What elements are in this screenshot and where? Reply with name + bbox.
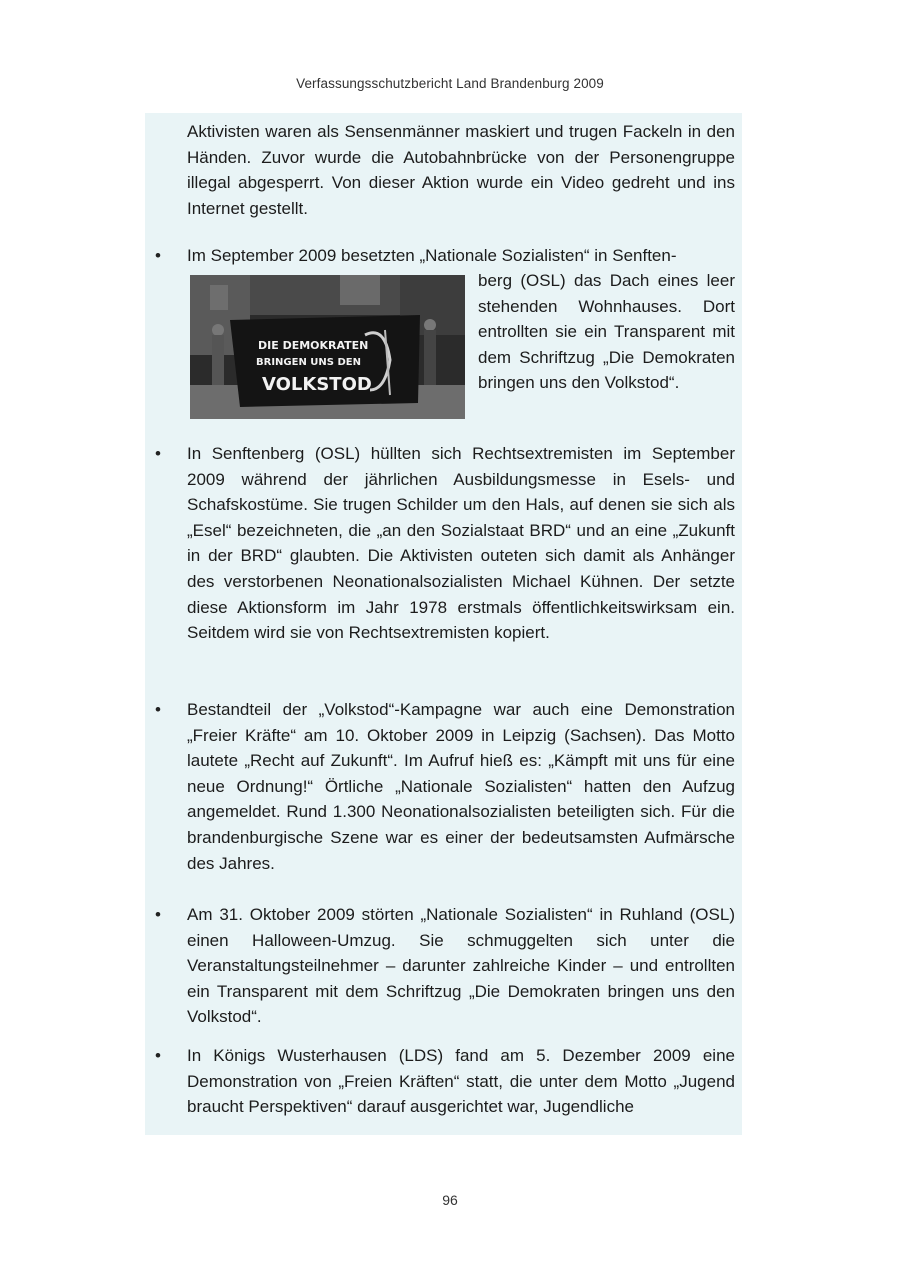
- protest-photo-illustration: [190, 275, 465, 419]
- bullet-marker: •: [155, 1046, 161, 1065]
- protest-photo: [190, 275, 465, 419]
- bullet-marker: •: [155, 905, 161, 924]
- bullet-marker: •: [155, 700, 161, 719]
- banner-line-1: DIE DEMOKRATEN: [258, 339, 369, 352]
- banner-line-2: BRINGEN UNS DEN: [256, 357, 361, 368]
- intro-paragraph: Aktivisten waren als Sensenmänner maskiert und trugen Fackeln in den Händen. Zuvor wurde die Autobahnbrücke von der Personengruppe illegal abgesperrt. Von dieser Aktion wurde ein Video gedreht und ins Internet gestellt.: [187, 122, 735, 218]
- item-2-text: In Senftenberg (OSL) hüllten sich Rechtsextremisten im September 2009 während der jährlichen Ausbildungsmesse in Esels- und Schafskostüme. Sie trugen Schilder um den Hals, auf denen sie sich als „Esel“ bezeichneten, die „an den Sozialstaat BRD“ und an eine „Zukunft in der BRD“ glaubten. Die Aktivisten outeten sich damit als Anhänger des verstorbenen Neonationalsozialisten Michael Kühnen. Der setzte diese Aktionsform im Jahr 1978 erstmals öffentlichkeitswirksam ein. Seitdem wird sie von Rechtsextremisten kopiert.: [187, 444, 735, 643]
- bullet-marker: •: [155, 444, 161, 463]
- running-header: Verfassungsschutzbericht Land Brandenburg 2009: [296, 76, 604, 91]
- item-3-text: Bestandteil der „Volkstod“-Kampagne war auch eine Demonstration „Freier Kräfte“ am 10. Oktober 2009 in Leipzig (Sachsen). Das Motto lautete „Recht auf Zukunft“. Im Aufruf hieß es: „Kämpft mit uns für eine neue Ordnung!“ Örtliche „Nationale Sozialisten“ hatten den Aufzug angemeldet. Rund 1.300 Neonationalsozialisten beteiligten sich. Für die brandenburgische Szene war es einer der bedeutsamsten Aufmärsche des Jahres.: [187, 700, 735, 873]
- item-5-text: In Königs Wusterhausen (LDS) fand am 5. Dezember 2009 eine Demonstration von „Freien Kräften“ statt, die unter dem Motto „Jugend braucht Perspektiven“ darauf ausgerichtet war, Jugendliche: [187, 1046, 735, 1117]
- banner-line-3: VOLKSTOD: [262, 374, 372, 395]
- item-1-first-line: Im September 2009 besetzten „Nationale Sozialisten“ in Senften-: [187, 246, 677, 265]
- item-1-side-text: berg (OSL) das Dach eines leer stehenden Wohnhauses. Dort entrollten sie ein Transparent mit dem Schriftzug „Die Demokraten bringen uns den Volkstod“.: [478, 271, 735, 393]
- item-4-text: Am 31. Oktober 2009 störten „Nationale Sozialisten“ in Ruhland (OSL) einen Halloween-Umzug. Sie schmuggelten sich unter die Veranstaltungsteilnehmer – darunter zahlreiche Kinder – und entrollten ein Transparent mit dem Schriftzug „Die Demokraten bringen uns den Volkstod“.: [187, 905, 735, 1027]
- page-number: 96: [442, 1192, 458, 1208]
- bullet-marker: •: [155, 246, 161, 265]
